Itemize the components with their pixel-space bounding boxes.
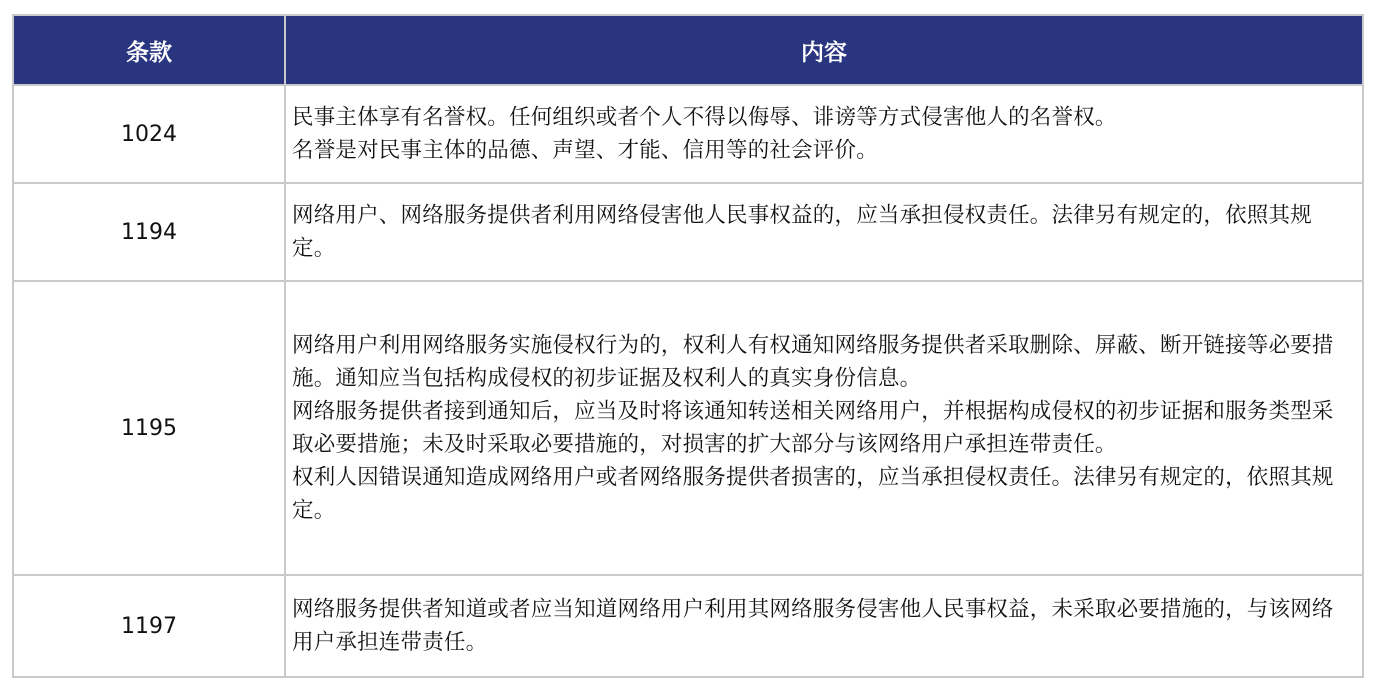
content-paragraph: 网络服务提供者知道或者应当知道网络用户利用其网络服务侵害他人民事权益，未采取必要措施的，与该网络用户承担连带责任。 xyxy=(292,597,1334,655)
content-paragraph: 名誉是对民事主体的品德、声望、才能、信用等的社会评价。 xyxy=(292,138,878,163)
article-number: 1024 xyxy=(13,85,285,183)
table-row-1197 xyxy=(13,575,1363,677)
content-paragraph: 网络服务提供者接到通知后，应当及时将该通知转送相关网络用户，并根据构成侵权的初步证据和服务类型采取必要措施；未及时采取必要措施的，对损害的扩大部分与该网络用户承担连带责任。 xyxy=(292,399,1334,457)
table-row-1195 xyxy=(13,281,1363,575)
article-number: 1197 xyxy=(13,575,285,677)
article-number: 1195 xyxy=(13,281,285,575)
article-content xyxy=(285,85,1363,183)
header-row xyxy=(13,15,1363,85)
header-article: 条款 xyxy=(13,15,285,85)
article-number: 1194 xyxy=(13,183,285,281)
table-row-1194 xyxy=(13,183,1363,281)
content-paragraph: 网络用户利用网络服务实施侵权行为的，权利人有权通知网络服务提供者采取删除、屏蔽、断开链接等必要措施。通知应当包括构成侵权的初步证据及权利人的真实身份信息。 xyxy=(292,333,1334,391)
civil-code-articles-table xyxy=(12,14,1364,678)
article-content xyxy=(285,281,1363,575)
table-header xyxy=(13,15,1363,85)
table-row-1024 xyxy=(13,85,1363,183)
article-content xyxy=(285,183,1363,281)
article-content xyxy=(285,575,1363,677)
content-paragraph: 民事主体享有名誉权。任何组织或者个人不得以侮辱、诽谤等方式侵害他人的名誉权。 xyxy=(292,105,1117,130)
header-content: 内容 xyxy=(285,15,1363,85)
table-body xyxy=(13,85,1363,677)
content-paragraph: 权利人因错误通知造成网络用户或者网络服务提供者损害的，应当承担侵权责任。法律另有规定的，依照其规定。 xyxy=(292,465,1334,523)
content-paragraph: 网络用户、网络服务提供者利用网络侵害他人民事权益的，应当承担侵权责任。法律另有规定的，依照其规定。 xyxy=(292,203,1312,261)
